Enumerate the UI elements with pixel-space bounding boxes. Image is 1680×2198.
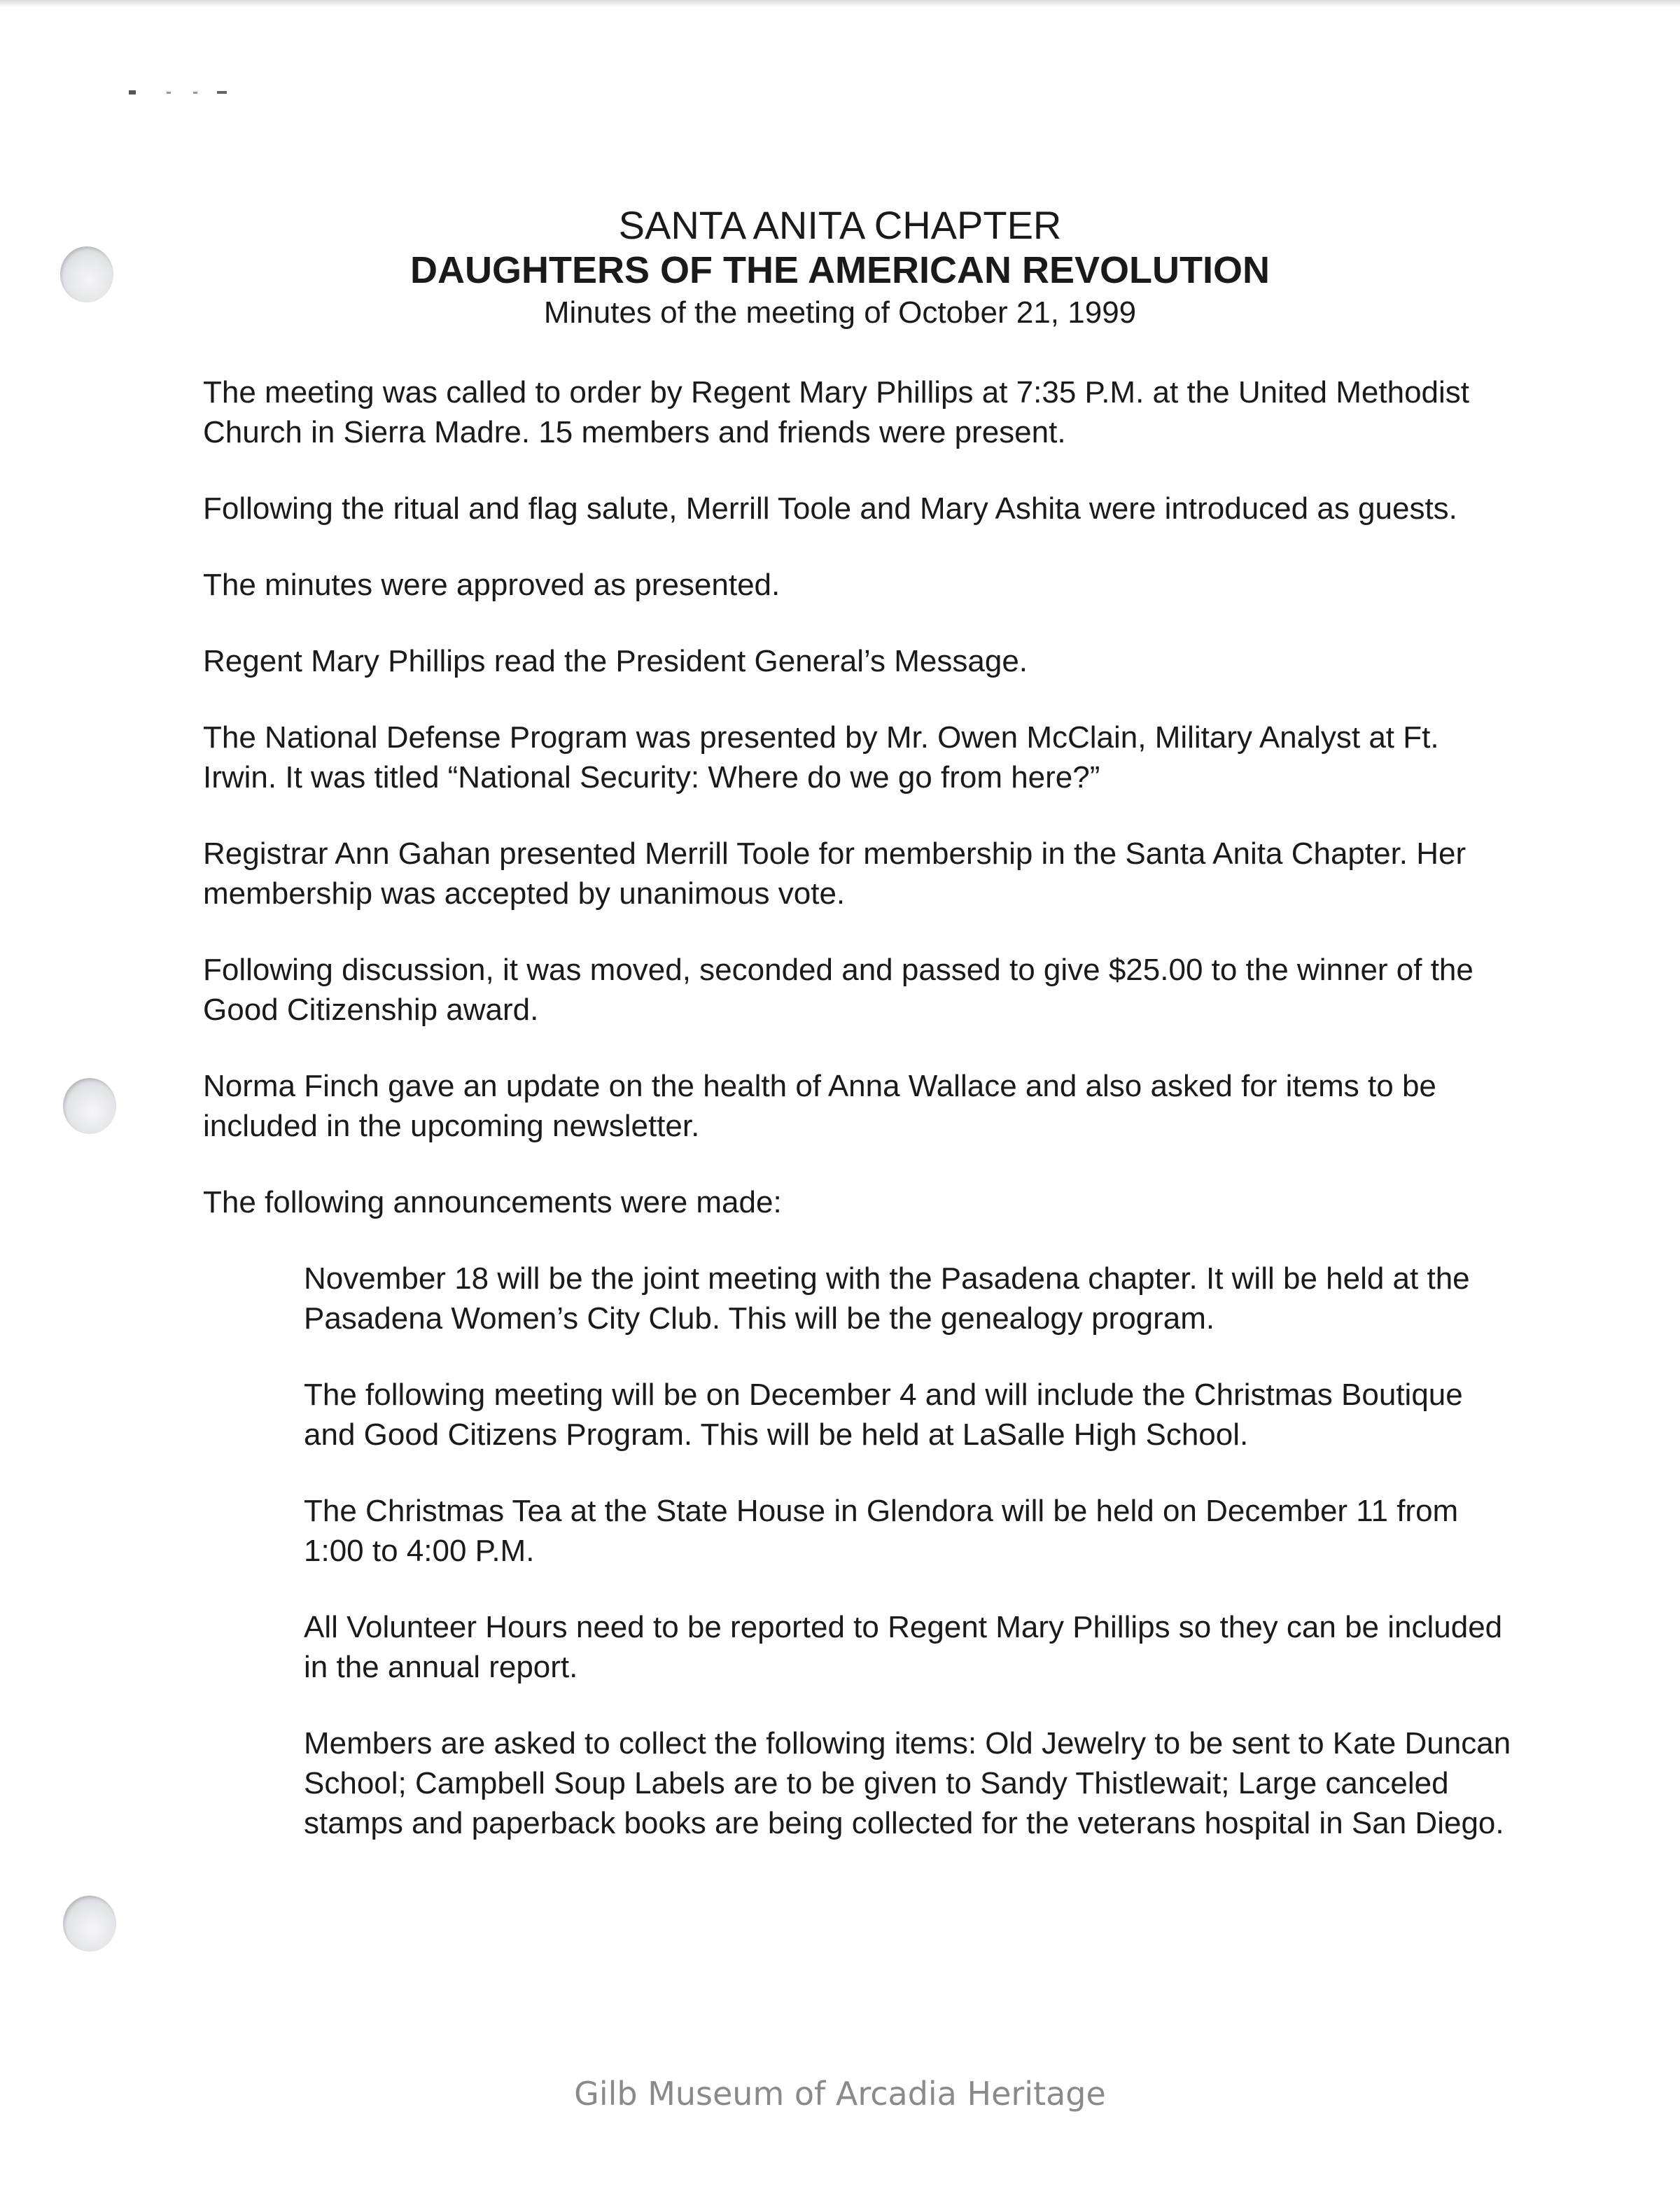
chapter-title: SANTA ANITA CHAPTER <box>618 203 1062 247</box>
scan-speck-icon <box>126 88 231 97</box>
announcement-item: All Volunteer Hours need to be reported to Regent Mary Phillips so they can be included in the annual report. <box>304 1610 1503 1684</box>
announcement-item: November 18 will be the joint meeting with the Pasadena chapter. It will be held at the Pasadena Women’s City Club. This will be the genealogy program. <box>304 1261 1470 1336</box>
minutes-body <box>203 372 1519 1879</box>
announcements-list <box>304 1259 1522 1843</box>
meeting-subtitle: Minutes of the meeting of October 21, 1999 <box>543 295 1137 330</box>
minutes-paragraph: The meeting was called to order by Regent Mary Phillips at 7:35 P.M. at the United Methodist Church in Sierra Madre. 15 members and friends were present. <box>203 375 1470 449</box>
scan-top-edge <box>0 0 1680 7</box>
minutes-paragraph: The minutes were approved as presented. <box>203 568 780 602</box>
minutes-paragraph: Following the ritual and flag salute, Merrill Toole and Mary Ashita were introduced as guests. <box>203 491 1457 526</box>
announcement-item: The Christmas Tea at the State House in Glendora will be held on December 11 from 1:00 to 4:00 P.M. <box>304 1494 1459 1568</box>
punch-hole-bottom <box>63 1896 116 1952</box>
announcement-item: Members are asked to collect the following items: Old Jewelry to be sent to Kate Duncan School; Campbell Soup Labels are to be given to Sandy Thistlewait; Large canceled stamps and paperback books are being collected for the veterans hospital in San Diego. <box>304 1726 1511 1840</box>
minutes-paragraph: Following discussion, it was moved, seconded and passed to give $25.00 to the winner of the Good Citizenship award. <box>203 953 1474 1027</box>
minutes-paragraph: The National Defense Program was presented by Mr. Owen McClain, Military Analyst at Ft. Irwin. It was titled “National Security: Where do we go from here?” <box>203 720 1439 794</box>
minutes-paragraph: Norma Finch gave an update on the health of Anna Wallace and also asked for items to be included in the upcoming newsletter. <box>203 1069 1436 1143</box>
footer-watermark: Gilb Museum of Arcadia Heritage <box>574 2075 1106 2113</box>
document-header <box>0 203 1680 333</box>
announcement-item: The following meeting will be on December 4 and will include the Christmas Boutique and Good Citizens Program. This will be held at LaSalle High School. <box>304 1378 1463 1452</box>
punch-hole-middle <box>63 1078 116 1134</box>
minutes-paragraph: Registrar Ann Gahan presented Merrill Toole for membership in the Santa Anita Chapter. Her membership was accepted by unanimous vote. <box>203 836 1466 911</box>
minutes-paragraph: The following announcements were made: <box>203 1185 782 1219</box>
organization-title: DAUGHTERS OF THE AMERICAN REVOLUTION <box>410 249 1270 291</box>
minutes-paragraph: Regent Mary Phillips read the President General’s Message. <box>203 644 1028 678</box>
